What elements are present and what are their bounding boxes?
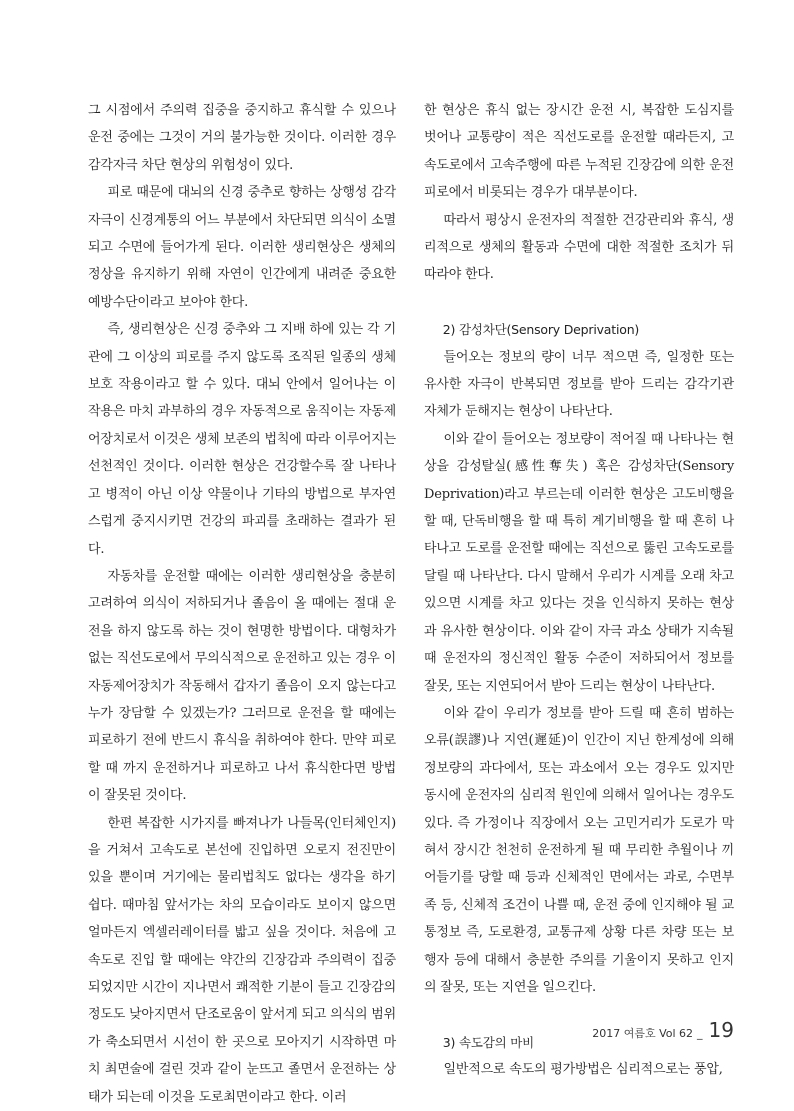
footer-separator: _ — [697, 1027, 703, 1040]
page-footer — [592, 1018, 734, 1042]
spacer — [424, 289, 734, 316]
body-paragraph: 이와 같이 우리가 정보를 받아 드릴 때 흔히 범하는 오류(誤謬)나 지연(遲延)이 인간이 지닌 한계성에 의해 정보량의 과다에서, 또는 과소에서 오는 경우도 있지만 동시에 운전자의 심리적 원인에 의해서 일어나는 경우도 있다. 즉 가정이나 직장에서 오는 고민거리가 도로가 막혀서 장시간 천천히 운전하게 될 때 무리한 추월이나 끼어들기를 당할 때 등과 신체적인 면에서는 과로, 수면부족 등, 신체적 조건이 나쁠 때, 운전 중에 인지해야 될 교통정보 즉, 도로환경, 교통규제 상황 다른 차량 또는 보행자 등에 대해서 충분한 주의를 기울이지 못하고 인지의 잘못, 또는 지연을 일으킨다. — [424, 705, 734, 995]
body-paragraph: 자동차를 운전할 때에는 이러한 생리현상을 충분히 고려하여 의식이 저하되거나 졸음이 올 때에는 절대 운전을 하지 않도록 하는 것이 현명한 방법이다. 대형차가 없는 직선도로에서 무의식적으로 운전하고 있는 경우 이 자동제어장치가 작동해서 갑자기 졸음이 오지 않는다고 누가 장담할 수 있겠는가? 그러므로 운전을 할 때에는 피로하기 전에 반드시 휴식을 취하여야 한다. 만약 피로할 때 까지 운전하거나 피로하고 나서 휴식한다면 방법이 잘못된 것이다. — [88, 568, 396, 804]
body-paragraph: 들어오는 정보의 량이 너무 적으면 즉, 일정한 또는 유사한 자극이 반복되면 정보를 받아 드리는 감각기관 자체가 둔해지는 현상이 나타난다. — [424, 349, 734, 420]
body-paragraph: 즉, 생리현상은 신경 중추와 그 지배 하에 있는 각 기관에 그 이상의 피로를 주지 않도록 조직된 일종의 생체 보호 작용이라고 할 수 있다. 대뇌 안에서 일어나는 이 작용은 마치 과부하의 경우 자동적으로 움직이는 자동제어장치로서 이것은 생체 보존의 법칙에 따라 이루어지는 선천적인 것이다. 이러한 현상은 건강할수록 잘 나타나고 병적이 아닌 이상 약물이나 기타의 방법으로 부자연스럽게 중지시키면 건강의 파괴를 초래하는 결과가 된다. — [88, 322, 396, 557]
left-column — [88, 97, 396, 1111]
body-paragraph: 한편 복잡한 시가지를 빠져나가 나들목(인터체인지)을 거쳐서 고속도로 본선에 진입하면 오로지 전진만이 있을 뿐이며 거기에는 물리법칙도 없다는 생각을 하기 쉽다. 때마침 앞서가는 차의 모습이라도 보이지 않으면 얼마든지 엑셀러레이터를 밟고 싶을 것이다. 처음에 고속도로 진입 할 때에는 약간의 긴장감과 주의력이 집중되었지만 시간이 지나면서 쾌적한 기분이 들고 긴장감의 정도도 낮아지면서 단조로움이 앞서게 되고 의식의 범위가 축소되면서 시선이 한 곳으로 모아지기 시작하면 마치 최면술에 걸린 것과 같이 눈뜨고 졸면서 운전하는 상태가 되는데 이것을 도로최면이라고 한다. 이러 — [88, 815, 396, 1105]
body-paragraph: 한 현상은 휴식 없는 장시간 운전 시, 복잡한 도심지를 벗어나 교통량이 적은 직선도로를 운전할 때라든지, 고속도로에서 고속주행에 따른 누적된 긴장감에 의한 운전피로에서 비롯되는 경우가 대부분이다. — [424, 103, 734, 201]
issue-label: 2017 여름호 Vol 62 — [592, 1027, 694, 1040]
body-paragraph: 피로 때문에 대뇌의 신경 중추로 향하는 상행성 감각 자극이 신경계통의 어느 부분에서 차단되면 의식이 소멸되고 수면에 들어가게 된다. 이러한 생리현상은 생체의 정상을 유지하기 위해 자연이 인간에게 내려준 중요한 예방수단이라고 보아야 한다. — [88, 185, 396, 310]
right-column — [424, 97, 734, 1084]
body-paragraph: 이와 같이 들어오는 정보량이 적어질 때 나타나는 현상을 감성탈실(感性奪失) 혹은 감성차단(Sensory Deprivation)라고 부르는데 이러한 현상은 고도비행을 할 때, 단독비행을 할 때 특히 계기비행을 할 때 흔히 나타나고 도로를 운전할 때에는 직선으로 뚫린 고속도로를 달릴 때 나타난다. 다시 말해서 우리가 시계를 오래 차고 있으면 시계를 차고 있다는 것을 인식하지 못하는 현상과 유사한 현상이다. 이와 같이 자극 과소 상태가 지속될 때 운전자의 정신적인 활동 수준이 저하되어서 정보를 잘못, 또는 지연되어서 받아 드리는 현상이 나타난다. — [424, 431, 734, 694]
page-number: 19 — [708, 1018, 734, 1042]
section-heading: 3) 속도감의 마비 — [442, 1034, 534, 1050]
body-paragraph: 그 시점에서 주의력 집중을 중지하고 휴식할 수 있으나 운전 중에는 그것이 거의 불가능한 것이다. 이러한 경우 감각자극 차단 현상의 위험성이 있다. — [88, 103, 396, 173]
body-paragraph: 따라서 평상시 운전자의 적절한 건강관리와 휴식, 생리적으로 생체의 활동과 수면에 대한 적절한 조치가 뒤따라야 한다. — [424, 212, 734, 283]
section-heading: 2) 감성차단(Sensory Deprivation) — [442, 322, 640, 338]
body-paragraph: 일반적으로 속도의 평가방법은 심리적으로는 풍압, — [443, 1062, 723, 1078]
